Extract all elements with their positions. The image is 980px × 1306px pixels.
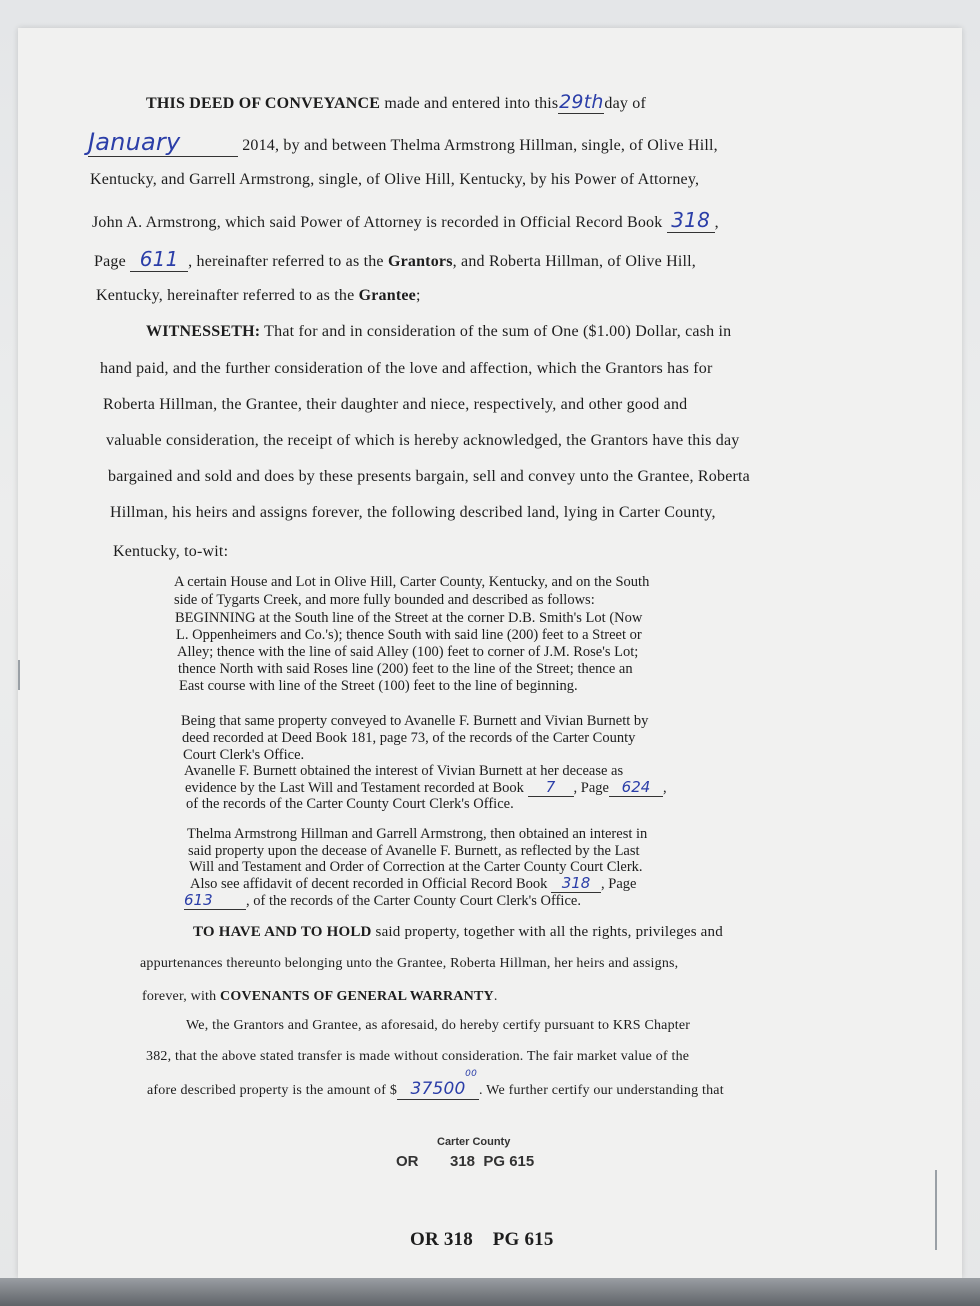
monitor-bezel xyxy=(0,1278,980,1306)
source-line-6: of the records of the Carter County Court Clerk's Office. xyxy=(186,796,514,812)
cert-line-3: afore described property is the amount of $ 37500 00 . We further certify our understanding that xyxy=(147,1069,724,1099)
affidavit-line-3: Will and Testament and Order of Correction at the Carter County Court Clerk. xyxy=(189,859,643,875)
footer-book-page: OR 318 PG 615 xyxy=(410,1229,554,1250)
affidavit-line-2: said property upon the decease of Avanelle F. Burnett, as reflected by the Last xyxy=(188,843,640,859)
affidavit-line-1: Thelma Armstrong Hillman and Garrell Armstrong, then obtained an interest in xyxy=(187,826,648,842)
deed-line-4: John A. Armstrong, which said Power of Attorney is recorded in Official Record Book 318 , xyxy=(92,208,719,232)
witness-line-1: WITNESSETH: That for and in consideration of the sum of One ($1.00) Dollar, cash in xyxy=(146,323,732,340)
affidavit-line-5: 613 , of the records of the Carter County Court Clerk's Office. xyxy=(184,891,581,909)
witness-line-6: Hillman, his heirs and assigns forever, the following described land, lying in Carter County, xyxy=(110,504,716,521)
habendum-line-2: appurtenances thereunto belonging unto the Grantee, Roberta Hillman, her heirs and assigns, xyxy=(140,956,679,971)
habendum-line-3: forever, with COVENANTS OF GENERAL WARRANTY. xyxy=(142,989,498,1004)
legal-line-1: A certain House and Lot in Olive Hill, Carter County, Kentucky, and on the South xyxy=(174,574,650,590)
source-line-4: Avanelle F. Burnett obtained the interest of Vivian Burnett at her decease as xyxy=(184,763,624,779)
witness-line-4: valuable consideration, the receipt of which is hereby acknowledged, the Grantors have this day xyxy=(106,432,740,449)
source-line-1: Being that same property conveyed to Avanelle F. Burnett and Vivian Burnett by xyxy=(181,713,649,729)
cert-line-1: We, the Grantors and Grantee, as aforesaid, do hereby certify pursuant to KRS Chapter xyxy=(186,1018,691,1033)
handwritten-will-page: 624 xyxy=(609,779,663,797)
stamp-book-page: 318 PG 615 xyxy=(450,1153,535,1170)
stamp-county: Carter County xyxy=(437,1136,511,1148)
handwritten-cents: 00 xyxy=(465,1069,478,1079)
handwritten-day: 29th xyxy=(559,91,604,113)
margin-mark xyxy=(18,660,20,690)
source-line-2: deed recorded at Deed Book 181, page 73, of the records of the Carter County xyxy=(182,730,636,746)
legal-line-5: Alley; thence with the line of said Alley (100) feet to corner of J.M. Rose's Lot; xyxy=(177,644,639,660)
legal-line-7: East course with line of the Street (100) feet to the line of beginning. xyxy=(179,678,578,694)
deed-line-5: Page 611 , hereinafter referred to as the Grantors, and Roberta Hillman, of Olive Hill, xyxy=(94,247,696,271)
legal-line-2: side of Tygarts Creek, and more fully bounded and described as follows: xyxy=(174,592,595,608)
handwritten-month: January xyxy=(88,128,238,157)
witness-line-2: hand paid, and the further consideration of the love and affection, which the Grantors has for xyxy=(100,360,713,377)
deed-title: THIS DEED OF CONVEYANCE xyxy=(146,95,381,112)
handwritten-book: 318 xyxy=(667,208,715,233)
deed-line-2: January 2014, by and between Thelma Armstrong Hillman, single, of Olive Hill, xyxy=(88,128,718,156)
handwritten-page: 611 xyxy=(130,247,188,272)
deed-line-6: Kentucky, hereinafter referred to as the Grantee; xyxy=(96,287,421,304)
handwritten-affidavit-page: 613 xyxy=(184,892,246,910)
witness-line-7: Kentucky, to-wit: xyxy=(113,543,229,560)
legal-line-3: BEGINNING at the South line of the Street at the corner D.B. Smith's Lot (Now xyxy=(175,610,643,626)
witness-line-3: Roberta Hillman, the Grantee, their daughter and niece, respectively, and other good and xyxy=(103,396,688,413)
stamp-or: OR xyxy=(396,1153,419,1170)
legal-line-6: thence North with said Roses line (200) feet to the line of the Street; thence an xyxy=(178,661,633,677)
deed-line-1: THIS DEED OF CONVEYANCE made and entered into this29thday of xyxy=(146,91,647,113)
legal-line-4: L. Oppenheimers and Co.'s); thence South with said line (200) feet to a Street or xyxy=(176,627,642,643)
source-line-3: Court Clerk's Office. xyxy=(183,747,305,763)
affidavit-line-4: Also see affidavit of decent recorded in Official Record Book 318 , Page xyxy=(190,874,637,892)
deed-line-3: Kentucky, and Garrell Armstrong, single, of Olive Hill, Kentucky, by his Power of Attorney, xyxy=(90,171,700,188)
cert-line-2: 382, that the above stated transfer is made without consideration. The fair market value of the xyxy=(146,1049,690,1064)
source-line-5: evidence by the Last Will and Testament recorded at Book 7 , Page 624 , xyxy=(185,778,667,796)
handwritten-will-book: 7 xyxy=(528,779,574,797)
habendum-line-1: TO HAVE AND TO HOLD said property, together with all the rights, privileges and xyxy=(193,924,723,940)
handwritten-value: 37500 00 xyxy=(397,1079,479,1100)
witness-line-5: bargained and sold and does by these presents bargain, sell and convey unto the Grantee, Roberta xyxy=(108,468,750,485)
margin-mark xyxy=(935,1170,937,1250)
handwritten-affidavit-book: 318 xyxy=(551,875,601,893)
